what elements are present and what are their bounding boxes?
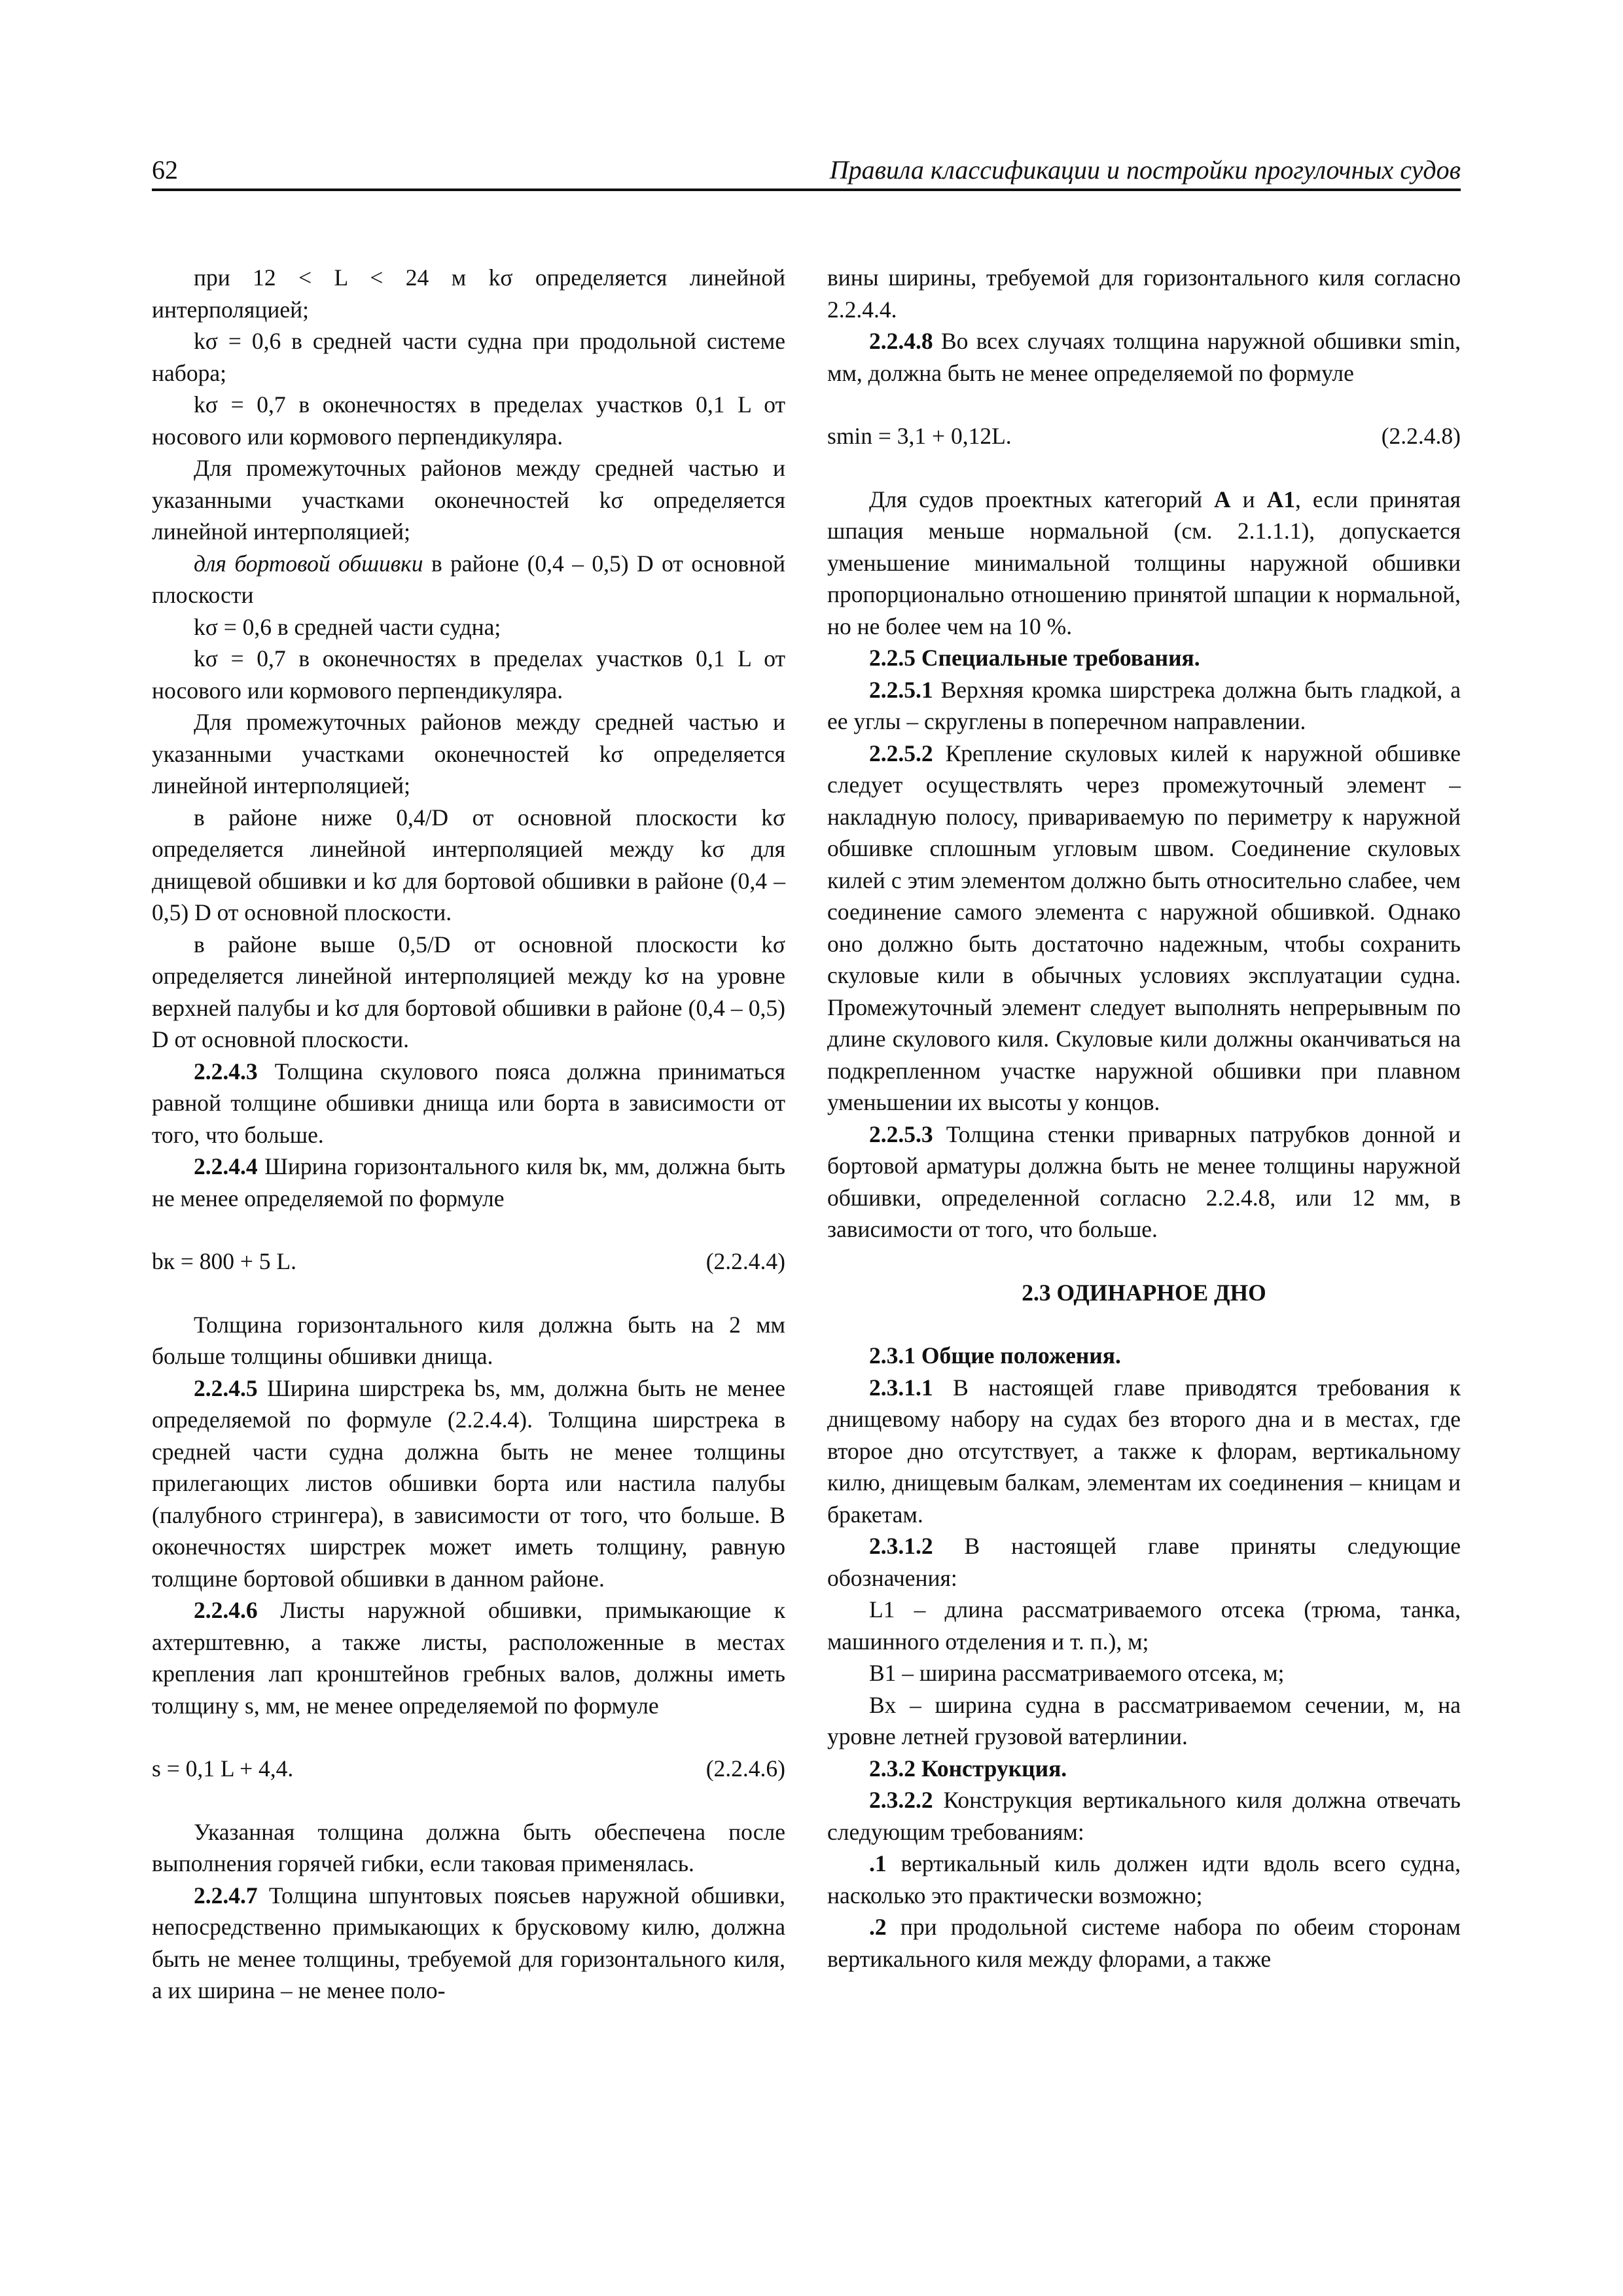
- formula-number: (2.2.4.6): [705, 1755, 785, 1782]
- chapter-heading: 2.3 ОДИНАРНОЕ ДНО: [1022, 1279, 1266, 1306]
- paragraph: kσ = 0,7 в оконечностях в пределах участков 0,1 L от носового или кормового перпендикуляра.: [152, 645, 785, 704]
- formula-expression: smin = 3,1 + 0,12L.: [827, 423, 1012, 449]
- section-number: 2.2.4.8: [869, 328, 933, 354]
- page-header: [152, 149, 1461, 191]
- section-number: 2.2.5.1: [869, 676, 933, 703]
- paragraph: вины ширины, требуемой для горизонтального киля согласно 2.2.4.4.: [827, 264, 1461, 323]
- section-number: 2.2.4.3: [194, 1058, 258, 1085]
- paragraph: kσ = 0,7 в оконечностях в пределах участков 0,1 L от носового или кормового перпендикуляра.: [152, 391, 785, 450]
- section-number: 2.2.5.3: [869, 1121, 933, 1147]
- definition-item: L1 – длина рассматриваемого отсека (трюма, танка, машинного отделения и т. п.), м;: [827, 1596, 1461, 1655]
- section-number: 2.3.2.2: [869, 1787, 933, 1813]
- section-2-2-5-3: 2.2.5.3 Толщина стенки приварных патрубков донной и бортовой арматуры должна быть не менее толщины наружной обшивки, определенной согласно 2.2.4.8, или 12 мм, в зависимости от того, что больше.: [827, 1121, 1461, 1242]
- formula-2-2-4-4: [152, 1246, 785, 1278]
- section-number: 2.3.1.2: [869, 1533, 933, 1559]
- section-2-2-4-8: 2.2.4.8 Во всех случаях толщина наружной обшивки smin, мм, должна быть не менее определяемой по формуле: [827, 328, 1461, 386]
- section-2-2-5-2: 2.2.5.2 Крепление скуловых килей к наружной обшивке следует осуществлять через промежуточный элемент – накладную полосу, привариваемую по периметру к наружной обшивке сплошным угловым швом. Соединение скуловых килей с этим элементом должно быть относительно слабее, чем соединение самого элемента с наружной обшивкой. Однако оно должно быть достаточно надежным, чтобы сохранить скуловые кили в обычных условиях эксплуатации судна. Промежуточный элемент следует выполнять непрерывным по длине скулового киля. Скуловые кили должны оканчиваться на подкрепленном участке наружной обшивки при плавном уменьшении их высоты у концов.: [827, 740, 1461, 1115]
- section-number: 2.2.5.2: [869, 740, 933, 766]
- right-column: [827, 262, 1461, 1975]
- left-column: [152, 262, 785, 2007]
- section-number: 2.3.1.1: [869, 1374, 933, 1401]
- formula-number: (2.2.4.8): [1381, 423, 1461, 449]
- definition-item: Bx – ширина судна в рассматриваемом сечении, м, на уровне летней грузовой ватерлинии.: [827, 1691, 1461, 1749]
- paragraph: Для судов проектных категорий A и A1, если принятая шпация меньше нормальной (см. 2.1.1.1), допускается уменьшение минимальной толщины наружной обшивки пропорционально отношению принятой шпации к нормальной, но не более чем на 10 %.: [827, 486, 1461, 639]
- formula-number: (2.2.4.4): [705, 1248, 785, 1274]
- page-number: 62: [152, 155, 178, 185]
- item-number: .1: [869, 1850, 887, 1876]
- paragraph: при 12 < L < 24 м kσ определяется линейной интерполяцией;: [152, 264, 785, 323]
- subsection-title-2-3-2: 2.3.2 Конструкция.: [869, 1755, 1067, 1782]
- definition-item: B1 – ширина рассматриваемого отсека, м;: [869, 1660, 1285, 1686]
- subsection-title-2-2-5: 2.2.5 Специальные требования.: [869, 645, 1200, 671]
- list-item: .1 вертикальный киль должен идти вдоль всего судна, насколько это практически возможно;: [827, 1850, 1461, 1909]
- paragraph: Для промежуточных районов между средней частью и указанными участками оконечностей kσ определяется линейной интерполяцией;: [152, 455, 785, 545]
- item-number: .2: [869, 1914, 887, 1940]
- section-number: 2.2.4.7: [194, 1882, 258, 1909]
- paragraph: Толщина горизонтального киля должна быть на 2 мм больше толщины обшивки днища.: [152, 1311, 785, 1369]
- paragraph: в районе выше 0,5/D от основной плоскости kσ определяется линейной интерполяцией между kσ на уровне верхней палубы и kσ для бортовой обшивки в районе (0,4 – 0,5) D от основной плоскости.: [152, 931, 785, 1052]
- section-2-3-1-1: 2.3.1.1 В настоящей главе приводятся требования к днищевому набору на судах без второго дна и в местах, где второе дно отсутствует, а также к флорам, вертикальному килю, днищевым балкам, элементам их соединения – кницам и бракетам.: [827, 1374, 1461, 1528]
- italic-text: для бортовой обшивки: [194, 550, 423, 577]
- section-2-2-4-6: 2.2.4.6 Листы наружной обшивки, примыкающие к ахтерштевню, а также листы, расположенные в местах крепления лап кронштейнов гребных валов, должны иметь толщину s, мм, не менее определяемой по формуле: [152, 1597, 785, 1719]
- section-number: 2.2.4.4: [194, 1153, 258, 1179]
- section-2-2-4-3: 2.2.4.3 Толщина скулового пояса должна приниматься равной толщине обшивки днища или борта в зависимости от того, что больше.: [152, 1058, 785, 1148]
- running-title: Правила классификации и постройки прогулочных судов: [829, 155, 1461, 185]
- paragraph: Для промежуточных районов между средней частью и указанными участками оконечностей kσ определяется линейной интерполяцией;: [152, 709, 785, 798]
- paragraph: kσ = 0,6 в средней части судна при продольной системе набора;: [152, 328, 785, 386]
- formula-expression: s = 0,1 L + 4,4.: [152, 1755, 294, 1782]
- section-2-3-1-2: 2.3.1.2 В настоящей главе приняты следующие обозначения:: [827, 1533, 1461, 1591]
- paragraph: в районе ниже 0,4/D от основной плоскости kσ определяется линейной интерполяцией между kσ для днищевой обшивки и kσ для бортовой обшивки в районе (0,4 – 0,5) D от основной плоскости.: [152, 804, 785, 925]
- paragraph: для бортовой обшивки в районе (0,4 – 0,5) D от основной плоскости: [152, 550, 785, 608]
- section-2-2-4-5: 2.2.4.5 Ширина ширстрека bs, мм, должна быть не менее определяемой по формуле (2.2.4.4). Толщина ширстрека в средней части судна должна быть не менее толщины прилегающих листов обшивки борта или настила палубы (палубного стрингера), в зависимости от того, что больше. В оконечностях ширстрек может иметь толщину, равную толщине бортовой обшивки в данном районе.: [152, 1374, 785, 1592]
- section-number: 2.2.4.6: [194, 1597, 258, 1623]
- list-item: .2 при продольной системе набора по обеим сторонам вертикального киля между флорами, а также: [827, 1914, 1461, 1972]
- section-number: 2.2.4.5: [194, 1374, 258, 1401]
- paragraph: Указанная толщина должна быть обеспечена после выполнения горячей гибки, если таковая применялась.: [152, 1818, 785, 1876]
- formula-2-2-4-6: [152, 1753, 785, 1785]
- formula-expression: bк = 800 + 5 L.: [152, 1248, 296, 1274]
- formula-2-2-4-8: [827, 420, 1461, 452]
- section-2-2-4-4: 2.2.4.4 Ширина горизонтального киля bк, мм, должна быть не менее определяемой по формуле: [152, 1153, 785, 1211]
- section-2-2-5-1: 2.2.5.1 Верхняя кромка ширстрека должна быть гладкой, а ее углы – скруглены в поперечном направлении.: [827, 676, 1461, 734]
- section-2-3-2-2: 2.3.2.2 Конструкция вертикального киля должна отвечать следующим требованиям:: [827, 1787, 1461, 1845]
- paragraph: kσ = 0,6 в средней части судна;: [194, 613, 501, 640]
- section-2-2-4-7: 2.2.4.7 Толщина шпунтовых поясьев наружной обшивки, непосредственно примыкающих к брусковому килю, должна быть не менее толщины, требуемой для горизонтального киля, а их ширина – не менее поло-: [152, 1882, 785, 2003]
- subsection-title-2-3-1: 2.3.1 Общие положения.: [869, 1342, 1121, 1369]
